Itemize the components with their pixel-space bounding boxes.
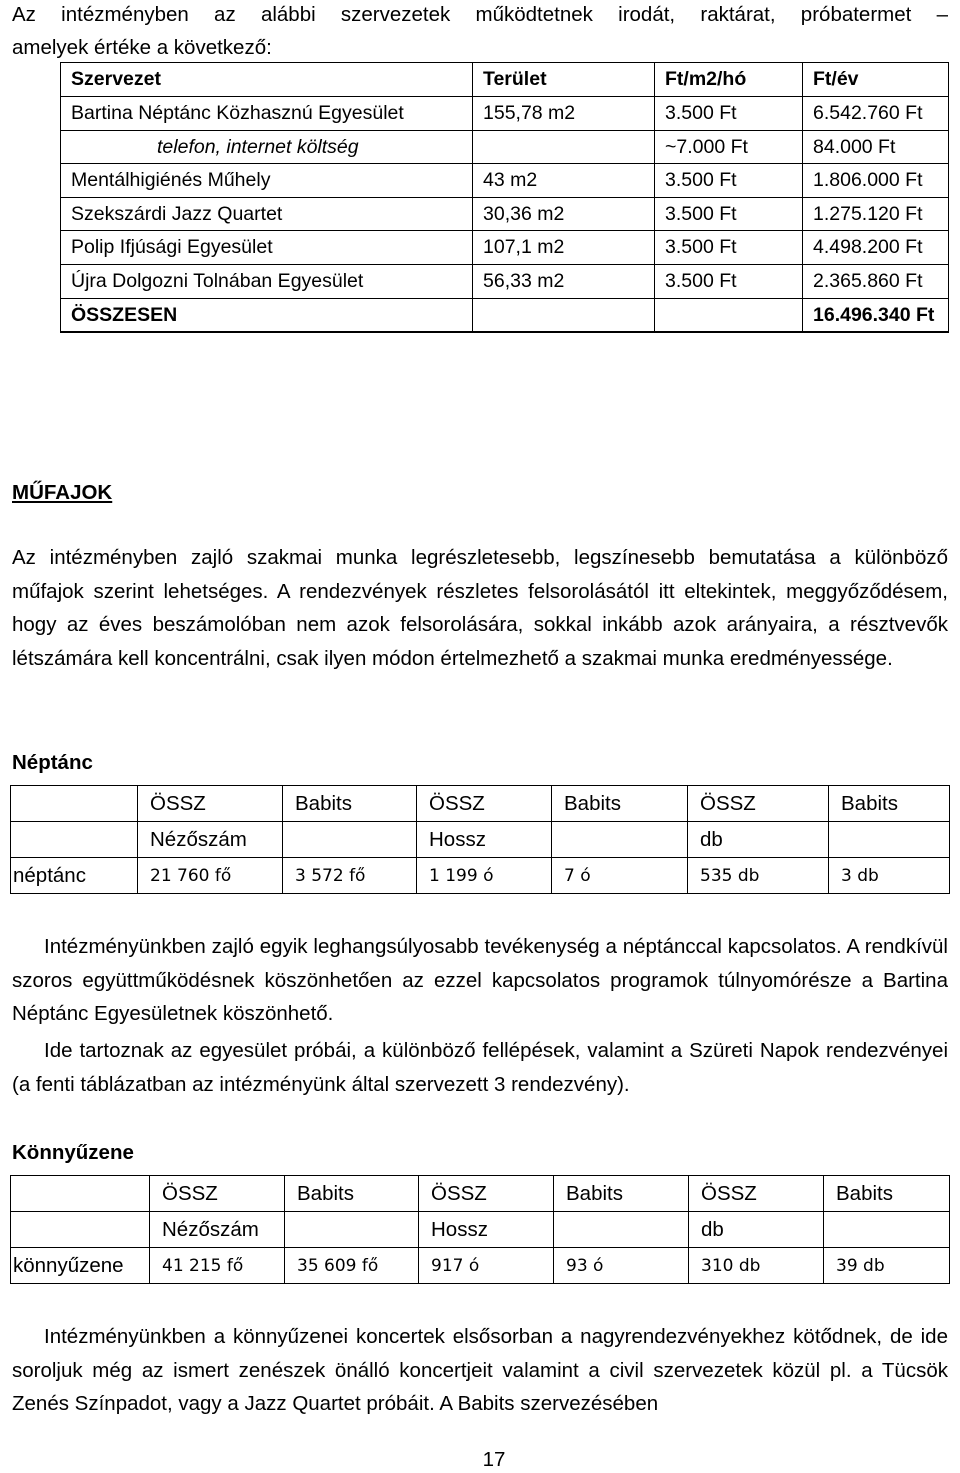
table-row <box>11 858 950 894</box>
intro-line-1: Az intézményben az alábbi szervezetek működtetnek irodát, raktárat, próbatermet – <box>12 3 948 26</box>
org-rate: 3.500 Ft <box>655 197 803 231</box>
header-cell: Babits <box>824 1176 950 1212</box>
section-heading-konnyuzene: Könnyűzene <box>12 1141 134 1164</box>
org-year: 1.806.000 Ft <box>803 164 949 198</box>
value-cell: 310 db <box>689 1248 824 1284</box>
header-cell: Babits <box>554 1176 689 1212</box>
org-area: 43 m2 <box>473 164 655 198</box>
org-year: 4.498.200 Ft <box>803 231 949 265</box>
empty-cell <box>11 1176 150 1212</box>
value-cell: 21 760 fő <box>138 858 283 894</box>
header-cell: db <box>688 822 829 858</box>
header-cell: Babits <box>283 786 417 822</box>
header-cell <box>283 822 417 858</box>
table-row <box>11 1248 950 1284</box>
org-year: 84.000 Ft <box>803 130 949 164</box>
value-cell: 39 db <box>824 1248 950 1284</box>
table-row <box>61 97 949 131</box>
header-cell: Ft/m2/hó <box>655 63 803 97</box>
konnyuzene-table <box>10 1175 950 1284</box>
header-cell: ÖSSZ <box>419 1176 554 1212</box>
section-heading-neptanc: Néptánc <box>12 751 93 774</box>
table-row <box>61 264 949 298</box>
value-cell: 3 572 fő <box>283 858 417 894</box>
empty-cell <box>655 298 803 332</box>
header-cell <box>552 822 688 858</box>
empty-cell <box>11 822 138 858</box>
neptanc-table <box>10 785 950 894</box>
header-cell: Babits <box>552 786 688 822</box>
empty-cell <box>11 1212 150 1248</box>
mufajok-paragraph: Az intézményben zajló szakmai munka legrészletesebb, legszínesebb bemutatása a különböző műfajok szerint lehetséges. A rendezvények részletes felsorolásától itt eltekintek, meggyőződésem, hogy az éves beszámolóban nem azok felsorolására, sokkal inkább azok arányaira, a résztvevők létszámára kell koncentrálni, csak ilyen módon értelmezhető a szakmai munka eredményessége. <box>12 546 948 670</box>
org-rate: 3.500 Ft <box>655 97 803 131</box>
header-cell: Babits <box>829 786 950 822</box>
table-header-row <box>61 63 949 97</box>
table-row <box>61 231 949 265</box>
value-cell: 3 db <box>829 858 950 894</box>
table-row <box>61 197 949 231</box>
header-cell: ÖSSZ <box>689 1176 824 1212</box>
header-cell <box>554 1212 689 1248</box>
header-cell: Nézőszám <box>150 1212 285 1248</box>
section-heading-mufajok: MŰFAJOK <box>12 481 113 504</box>
header-cell: db <box>689 1212 824 1248</box>
org-name: Polip Ifjúsági Egyesület <box>61 231 473 265</box>
organisation-table <box>60 62 949 333</box>
table-header-row <box>11 822 950 858</box>
org-year: 6.542.760 Ft <box>803 97 949 131</box>
value-cell: 35 609 fő <box>285 1248 419 1284</box>
org-name: Szekszárdi Jazz Quartet <box>61 197 473 231</box>
org-area: 30,36 m2 <box>473 197 655 231</box>
empty-cell <box>473 298 655 332</box>
value-cell: 41 215 fő <box>150 1248 285 1284</box>
org-area: 155,78 m2 <box>473 97 655 131</box>
header-cell <box>829 822 950 858</box>
org-name: Bartina Néptánc Közhasznú Egyesület <box>61 97 473 131</box>
org-rate: 3.500 Ft <box>655 231 803 265</box>
value-cell: 1 199 ó <box>417 858 552 894</box>
neptanc-paragraph-2: Ide tartoznak az egyesület próbái, a különböző fellépések, valamint a Szüreti Napok rendezvényei (a fenti táblázatban az intézményünk által szervezett 3 rendezvény). <box>12 1039 948 1096</box>
org-area: 56,33 m2 <box>473 264 655 298</box>
header-cell: Hossz <box>417 822 552 858</box>
header-cell: Ft/év <box>803 63 949 97</box>
header-cell: Terület <box>473 63 655 97</box>
header-cell <box>824 1212 950 1248</box>
value-cell: 535 db <box>688 858 829 894</box>
header-cell: Szervezet <box>61 63 473 97</box>
org-area: 107,1 m2 <box>473 231 655 265</box>
row-label: néptánc <box>11 858 138 894</box>
table-header-row <box>11 786 950 822</box>
row-label: könnyűzene <box>11 1248 150 1284</box>
org-rate: ~7.000 Ft <box>655 130 803 164</box>
org-name: telefon, internet költség <box>61 130 473 164</box>
table-row <box>61 164 949 198</box>
total-label: ÖSSZESEN <box>61 298 473 332</box>
table-header-row <box>11 1212 950 1248</box>
value-cell: 93 ó <box>554 1248 689 1284</box>
intro-line-2: amelyek értéke a következő: <box>12 36 272 59</box>
header-cell: ÖSSZ <box>150 1176 285 1212</box>
header-cell: ÖSSZ <box>138 786 283 822</box>
org-year: 2.365.860 Ft <box>803 264 949 298</box>
konnyuzene-paragraph: Intézményünkben a könnyűzenei koncertek elsősorban a nagyrendezvényekhez kötődnek, de ide soroljuk még az ismert zenészek önálló koncertjeit valamint a civil szervezetek közül pl. a Tücsök Zenés Színpadot, vagy a Jazz Quartet próbáit. A Babits szervezésében <box>12 1325 948 1415</box>
page-number: 17 <box>482 1448 506 1471</box>
org-rate: 3.500 Ft <box>655 164 803 198</box>
neptanc-paragraph-1: Intézményünkben zajló egyik leghangsúlyosabb tevékenység a néptánccal kapcsolatos. A rendkívül szoros együttműködésnek köszönhetően az ezzel kapcsolatos programok túlnyomórésze a Bartina Néptánc Egyesületnek köszönhető. <box>12 935 948 1025</box>
total-value: 16.496.340 Ft <box>803 298 949 332</box>
header-cell: Babits <box>285 1176 419 1212</box>
empty-cell <box>11 786 138 822</box>
header-cell: ÖSSZ <box>688 786 829 822</box>
header-cell: Hossz <box>419 1212 554 1248</box>
org-name: Újra Dolgozni Tolnában Egyesület <box>61 264 473 298</box>
org-year: 1.275.120 Ft <box>803 197 949 231</box>
org-rate: 3.500 Ft <box>655 264 803 298</box>
table-header-row <box>11 1176 950 1212</box>
total-row <box>61 298 949 332</box>
org-area <box>473 130 655 164</box>
org-name: Mentálhigiénés Műhely <box>61 164 473 198</box>
header-cell: ÖSSZ <box>417 786 552 822</box>
value-cell: 917 ó <box>419 1248 554 1284</box>
value-cell: 7 ó <box>552 858 688 894</box>
header-cell: Nézőszám <box>138 822 283 858</box>
header-cell <box>285 1212 419 1248</box>
table-row <box>61 130 949 164</box>
